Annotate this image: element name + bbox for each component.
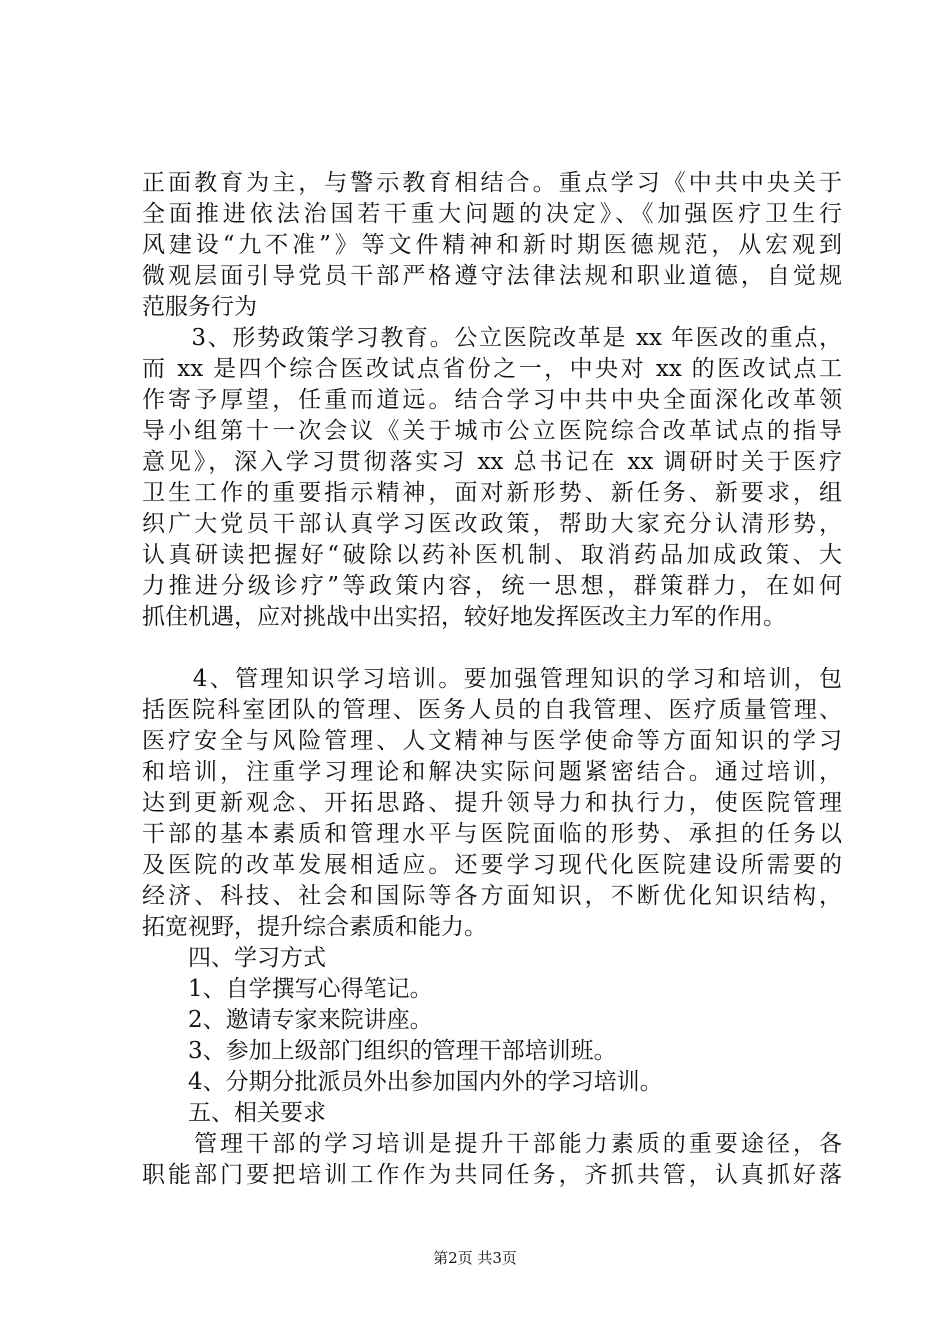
text-line: 职能部门要把培训工作作为共同任务，齐抓共管，认真抓好落 xyxy=(142,1162,842,1188)
text-line: 抓住机遇，应对挑战中出实招，较好地发挥医改主力军的作用。 xyxy=(142,604,786,630)
document-body xyxy=(142,168,842,1191)
text-line: 及医院的改革发展相适应。还要学习现代化医院建设所需要的 xyxy=(142,852,842,878)
text-line: 经济、科技、社会和国际等各方面知识，不断优化知识结构， xyxy=(142,883,842,909)
text-line: 正面教育为主，与警示教育相结合。重点学习《中共中央关于 xyxy=(142,170,842,196)
text-line: 3、形势政策学习教育。公立医院改革是 xx 年医改的重点， xyxy=(142,325,842,351)
text-line: 织广大党员干部认真学习医改政策，帮助大家充分认清形势， xyxy=(142,511,842,537)
section-heading: 五、相关要求 xyxy=(142,1100,326,1126)
page-footer xyxy=(0,1248,950,1268)
text-line: 达到更新观念、开拓思路、提升领导力和执行力，使医院管理 xyxy=(142,790,842,816)
text-line: 医疗安全与风险管理、人文精神与医学使命等方面知识的学习 xyxy=(142,728,842,754)
text-line: 和培训，注重学习理论和解决实际问题紧密结合。通过培训， xyxy=(142,759,842,785)
text-line: 风建设“九不准”》等文件精神和新时期医德规范，从宏观到 xyxy=(142,232,842,258)
blank-line xyxy=(142,633,842,664)
text-line: 括医院科室团队的管理、医务人员的自我管理、医疗质量管理、 xyxy=(142,697,842,723)
text-line: 范服务行为 xyxy=(142,294,257,320)
list-item: 1、自学撰写心得笔记。 xyxy=(142,976,433,1002)
list-item: 3、参加上级部门组织的管理干部培训班。 xyxy=(142,1038,617,1064)
section-heading: 四、学习方式 xyxy=(142,945,326,971)
text-line: 作寄予厚望，任重而道远。结合学习中共中央全面深化改革领 xyxy=(142,387,842,413)
text-line: 拓宽视野，提升综合素质和能力。 xyxy=(142,914,487,940)
text-line: 意见》，深入学习贯彻落实习 xx 总书记在 xx 调研时关于医疗 xyxy=(142,449,842,475)
text-line: 管理干部的学习培训是提升干部能力素质的重要途径，各 xyxy=(142,1131,842,1157)
text-line: 干部的基本素质和管理水平与医院面临的形势、承担的任务以 xyxy=(142,821,842,847)
text-line: 微观层面引导党员干部严格遵守法律法规和职业道德，自觉规 xyxy=(142,263,842,289)
list-item: 2、邀请专家来院讲座。 xyxy=(142,1007,433,1033)
text-line: 认真研读把握好“破除以药补医机制、取消药品加成政策、大 xyxy=(142,542,842,568)
page-number: 第2页 共3页 xyxy=(433,1249,517,1267)
text-line: 4、管理知识学习培训。要加强管理知识的学习和培训，包 xyxy=(142,666,842,692)
list-item: 4、分期分批派员外出参加国内外的学习培训。 xyxy=(142,1069,663,1095)
text-line: 全面推进依法治国若干重大问题的决定》、《加强医疗卫生行 xyxy=(142,201,842,227)
text-line: 力推进分级诊疗”等政策内容，统一思想，群策群力，在如何 xyxy=(142,573,842,599)
text-line: 卫生工作的重要指示精神，面对新形势、新任务、新要求，组 xyxy=(142,480,842,506)
text-line: 导小组第十一次会议《关于城市公立医院综合改革试点的指导 xyxy=(142,418,842,444)
text-line: 而 xx 是四个综合医改试点省份之一，中央对 xx 的医改试点工 xyxy=(142,356,842,382)
